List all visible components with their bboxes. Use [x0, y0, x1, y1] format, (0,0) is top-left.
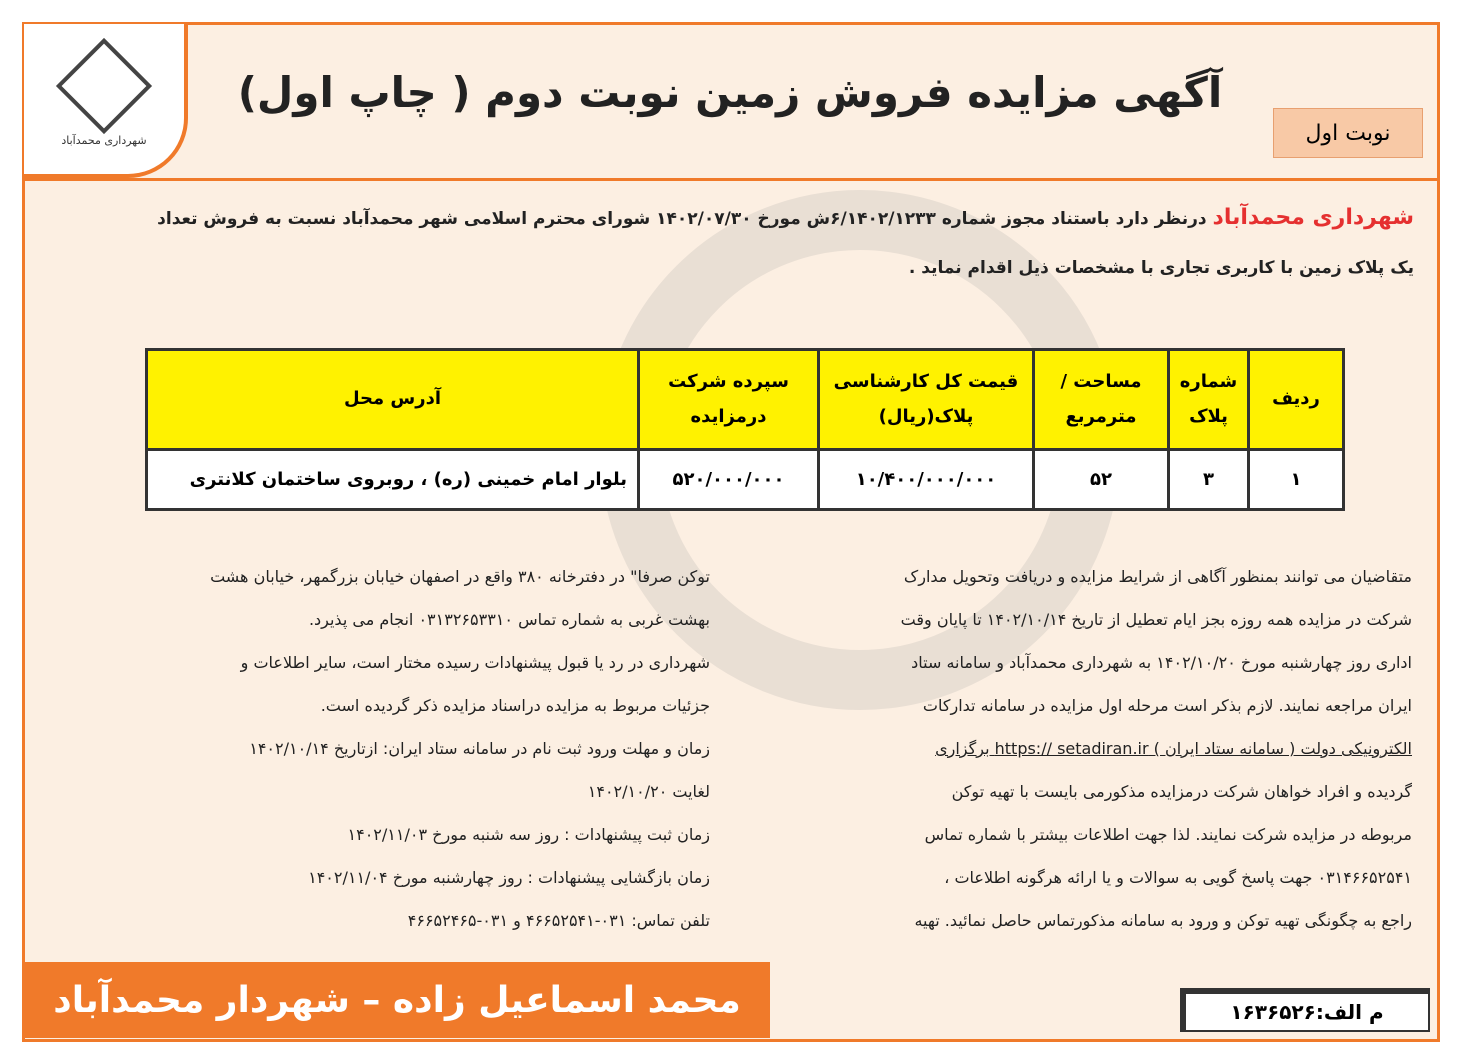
text-line: راجع به چگونگی تهیه توکن و ورود به سامانه مذکورتماس حاصل نمائید. تهیه [914, 911, 1412, 930]
text-line: اداری روز چهارشنبه مورخ ۱۴۰۲/۱۰/۲۰ به شهرداری محمدآباد و سامانه ستاد [911, 653, 1412, 672]
cell-row: ۱ [1249, 450, 1344, 510]
cell-area: ۵۲ [1034, 450, 1169, 510]
text-line: ایران مراجعه نمایند. لازم بذکر است مرحله اول مزایده در سامانه تدارکات [922, 696, 1412, 715]
text-line: زمان و مهلت ورود ثبت نام در سامانه ستاد ایران: ازتاریخ ۱۴۰۲/۱۰/۱۴ [249, 739, 710, 758]
divider [24, 178, 1438, 181]
text-line: تلفن تماس: ۰۳۱-۴۶۶۵۲۵۴۱ و ۰۳۱-۴۶۶۵۲۴۶۵ [407, 911, 710, 930]
left-column [48, 555, 710, 942]
setad-link[interactable]: الکترونیکی دولت ( سامانه ستاد ایران ) https:// setadiran.ir برگزاری [935, 739, 1412, 758]
cell-deposit: ۵۲۰/۰۰۰/۰۰۰ [639, 450, 819, 510]
text-line: گردیده و افراد خواهان شرکت درمزایده مذکورمی بایست با تهیه توکن [951, 782, 1412, 801]
table-row [147, 450, 1344, 510]
right-column [752, 555, 1412, 942]
text-line: متقاضیان می توانند بمنظور آگاهی از شرایط مزایده و دریافت وتحویل مدارک [903, 567, 1412, 586]
col-header: قیمت کل کارشناسی پلاک(ریال) [819, 350, 1034, 450]
col-header: مساحت / مترمربع [1034, 350, 1169, 450]
notice-title: آگهی مزایده فروش زمین نوبت دوم ( چاپ اول) [237, 68, 1223, 117]
text-line: شرکت در مزایده همه روزه بجز ایام تعطیل از تاریخ ۱۴۰۲/۱۰/۱۴ تا پایان وقت [900, 610, 1412, 629]
text-line: ۰۳۱۴۶۶۵۲۵۴۱ جهت پاسخ گویی به سوالات و یا ارائه هرگونه اطلاعات ، [944, 868, 1412, 887]
turn-badge: نوبت اول [1273, 108, 1423, 158]
signature-banner: محمد اسماعیل زاده – شهردار محمدآباد [24, 962, 770, 1038]
lot-table [145, 348, 1345, 511]
org-name: شهرداری محمدآباد [1212, 205, 1414, 230]
intro-line-1 [45, 205, 1414, 230]
logo-emblem-icon [56, 37, 152, 133]
text-line: شهرداری در رد یا قبول پیشنهادات رسیده مختار است، سایر اطلاعات و [240, 653, 710, 672]
text-line: بهشت غربی به شماره تماس ۰۳۱۳۲۶۵۳۳۱۰ انجام می پذیرد. [308, 610, 710, 629]
col-header: ردیف [1249, 350, 1344, 450]
logo-text: شهرداری محمدآباد [61, 133, 147, 147]
text-line: جزئیات مربوط به مزایده دراسناد مزایده ذکر گردیده است. [320, 696, 710, 715]
col-header: آدرس محل [147, 350, 639, 450]
col-header: سپرده شرکت درمزایده [639, 350, 819, 450]
intro-text: درنظر دارد باستناد مجوز شماره ۶/۱۴۰۲/۱۲۳۳ش مورخ ۱۴۰۲/۰۷/۳۰ شورای محترم اسلامی شهر محمدآباد نسبت به فروش تعداد [157, 209, 1207, 229]
cell-price: ۱۰/۴۰۰/۰۰۰/۰۰۰ [819, 450, 1034, 510]
text-line: توکن صرفا" در دفترخانه ۳۸۰ واقع در اصفهان خیابان بزرگمهر، خیابان هشت [210, 567, 710, 586]
municipality-logo [24, 24, 188, 178]
cell-address: بلوار امام خمینی (ره) ، روبروی ساختمان کلانتری [147, 450, 639, 510]
text-line: زمان ثبت پیشنهادات : روز سه شنبه مورخ ۱۴۰۲/۱۱/۰۳ [347, 825, 710, 844]
text-line: مربوطه در مزایده شرکت نمایند. لذا جهت اطلاعات بیشتر با شماره تماس [924, 825, 1412, 844]
text-line: لغایت ۱۴۰۲/۱۰/۲۰ [587, 782, 710, 801]
intro-line-2: یک پلاک زمین با کاربری تجاری با مشخصات ذیل اقدام نماید . [908, 258, 1414, 278]
col-header: شماره پلاک [1169, 350, 1249, 450]
notice-code: م الف:۱۶۳۶۵۲۶ [1180, 988, 1430, 1032]
cell-plate: ۳ [1169, 450, 1249, 510]
text-line: زمان بازگشایی پیشنهادات : روز چهارشنبه مورخ ۱۴۰۲/۱۱/۰۴ [308, 868, 710, 887]
